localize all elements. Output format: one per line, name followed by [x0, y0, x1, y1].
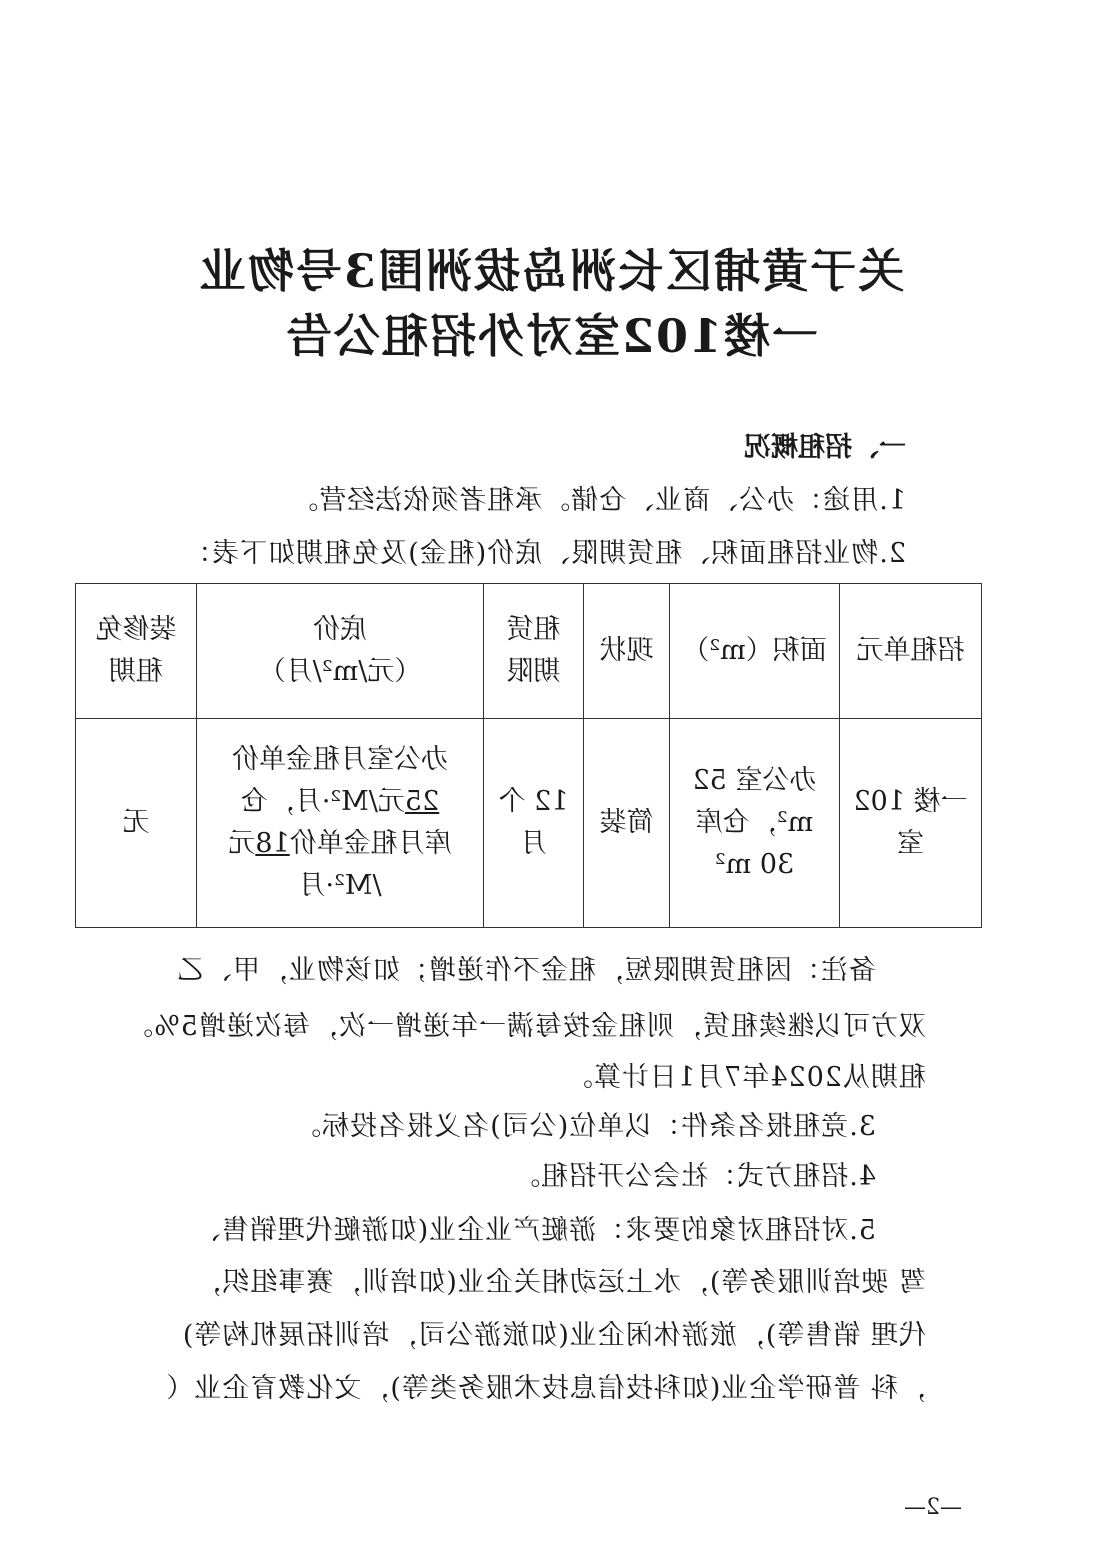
header-area: 面积（m²） — [670, 584, 840, 719]
cell-term-line-2: 月 — [520, 828, 547, 859]
cell-free-period: 无 — [76, 719, 197, 928]
note-line-1: 备注：因租赁期限短，租金不作递增；如该物业，甲、乙 — [176, 955, 876, 986]
header-term-line-2: 期限 — [506, 656, 561, 687]
cell-unit-line-1: 一楼 102 — [853, 786, 968, 817]
cell-area-line-1: 办公室 52 — [692, 765, 817, 796]
cell-price-line-2 — [203, 781, 477, 823]
header-unit: 招租单元 — [840, 584, 982, 719]
cell-area-line-3: 30 m² — [714, 849, 795, 880]
cell-unit — [840, 719, 982, 928]
item-5-line-4: ，科 普研学企业(如科技信息技术服务类等)，文化教育企业（ — [165, 1373, 926, 1404]
item-5-line-2: 驾 驶培训服务等)，水上运动相关企业(如培训，赛事组织， — [193, 1267, 926, 1298]
cell-price-line-4: /M²·月 — [298, 870, 382, 901]
cell-price-line-1: 办公室月租金单价 — [232, 744, 448, 775]
header-free-line-1: 装修免 — [95, 614, 177, 645]
cell-price-line-3 — [203, 823, 477, 865]
table-header-row — [76, 584, 982, 719]
cell-price — [197, 719, 484, 928]
cell-term-line-1: 12 个 — [498, 786, 569, 817]
header-price — [197, 584, 484, 719]
note-line-2: 双方可以继续租赁，则租金按每满一年递增一次，每次递增5%。 — [125, 1011, 926, 1042]
table-row — [76, 719, 982, 928]
header-price-line-2: （元/m²/月） — [258, 656, 422, 687]
item-4-method: 4.招租方式：社会公开招租。 — [512, 1161, 876, 1192]
page-number: —2— — [904, 1495, 962, 1520]
cell-status: 简装 — [584, 719, 670, 928]
cell-unit-line-2: 室 — [897, 828, 924, 859]
note-line-3: 租期从2024年7月1日计算。 — [564, 1062, 926, 1093]
item-2-intro: 2.物业招租面积、租赁期限、底价(租金)及免租期如下表： — [183, 538, 906, 569]
price-line-3-prefix: 库月租金单价 — [289, 828, 452, 859]
title-line-2: 一楼102室对外招租公告 — [283, 309, 819, 363]
header-term — [484, 584, 584, 719]
header-free-line-2: 租期 — [109, 656, 163, 687]
cell-area — [670, 719, 840, 928]
title-line-1: 关于黄埔区长洲岛拔洲围3号物业 — [198, 244, 905, 298]
price-line-2-suffix: 元/M²·月，仓 — [240, 786, 405, 817]
item-1-purpose: 1.用途：办公、商业、仓储。承租者须依法经营。 — [290, 485, 906, 516]
cell-term — [484, 719, 584, 928]
item-3-eligibility: 3.竞租报名条件：以单位(公司)名义报名投标。 — [293, 1111, 876, 1142]
section-heading: 一、招租概况 — [744, 432, 906, 463]
header-free-period — [76, 584, 197, 719]
item-5-line-1: 5.对招租对象的要求：游艇产业企业(如游艇代理销售、 — [192, 1215, 876, 1246]
price-value-warehouse: 18 — [255, 828, 290, 859]
header-status: 现状 — [584, 584, 670, 719]
rental-table — [75, 583, 982, 928]
header-term-line-1: 租赁 — [506, 614, 561, 645]
price-line-3-suffix: 元 — [228, 828, 256, 859]
item-5-line-3: 代理 销售等)，旅游休闲企业(如旅游公司，培训拓展机构等) — [181, 1320, 926, 1351]
cell-area-line-2: m²，仓库 — [695, 807, 814, 838]
header-price-line-1: 底价 — [313, 614, 367, 645]
price-value-office: 25 — [404, 786, 440, 817]
